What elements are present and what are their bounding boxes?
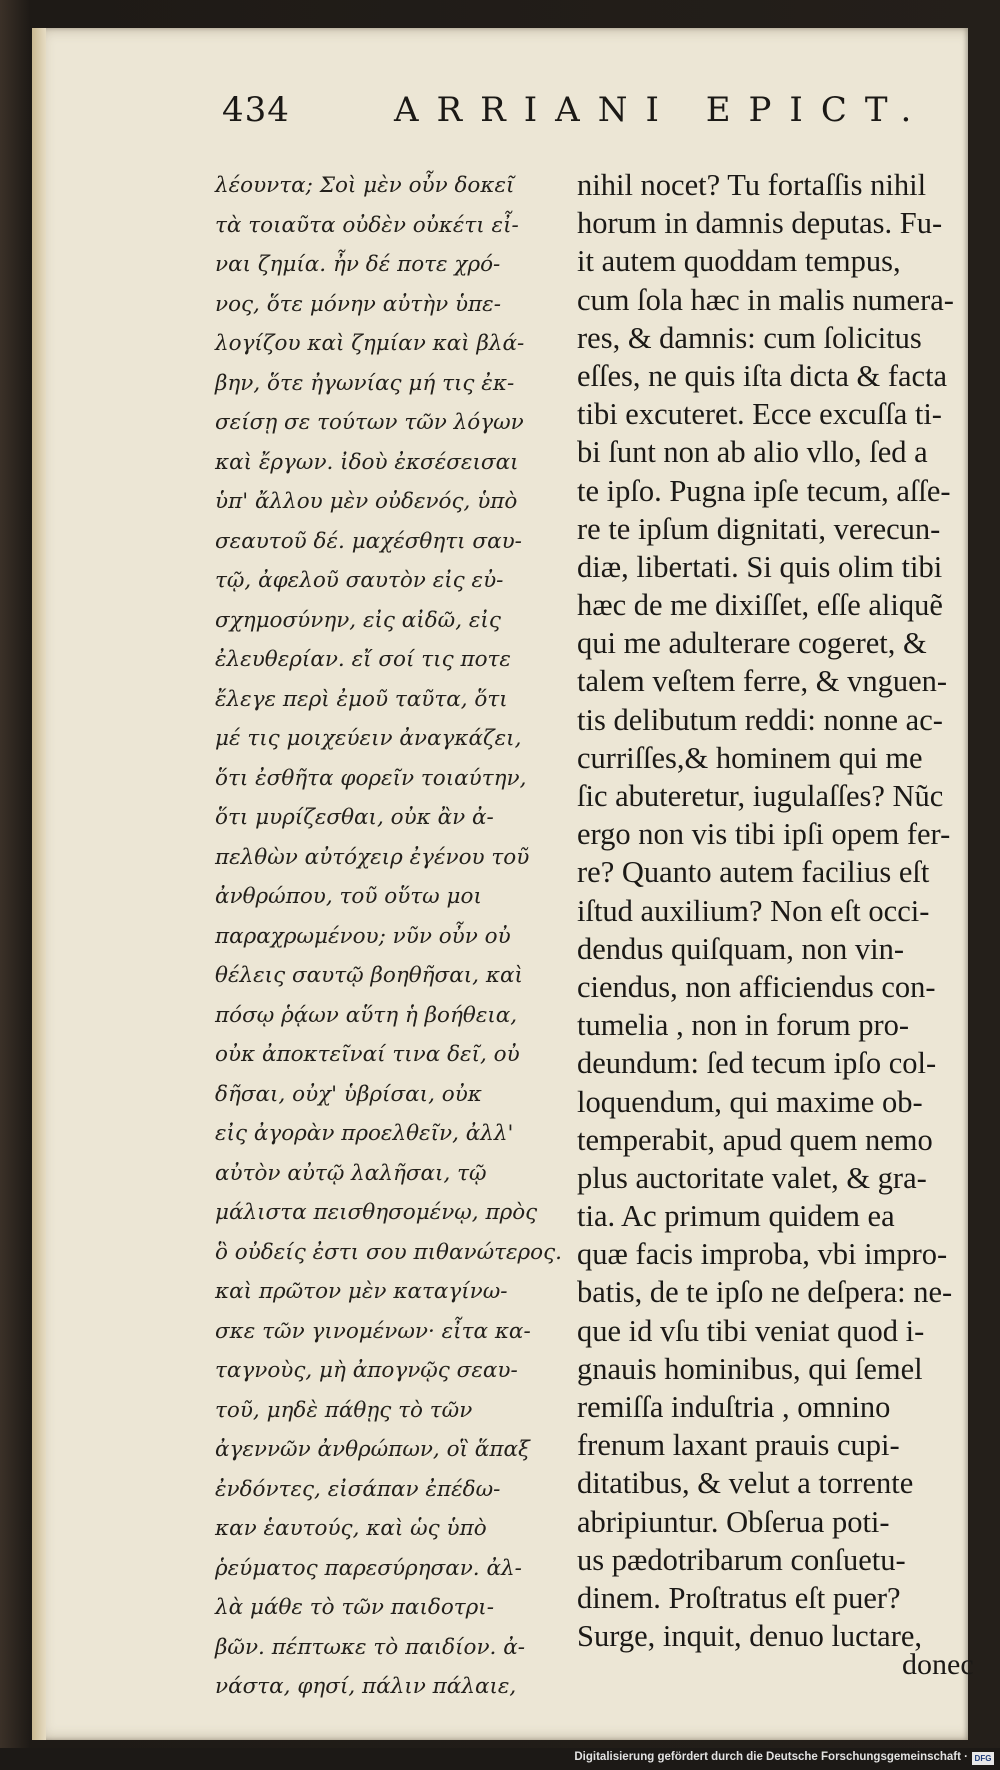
greek-text-line: μάλιστα πεισθησομένῳ, πρὸς bbox=[215, 1200, 538, 1225]
latin-text-line: ditatibus, & velut a torrente bbox=[577, 1466, 914, 1501]
latin-text-line: bi ſunt non ab alio vllo, ſed a bbox=[577, 435, 928, 470]
greek-text-line: καὶ ἔργων. ἰδοὺ ἐκσέσεισαι bbox=[215, 449, 519, 475]
greek-text-line: ὃ οὐδείς ἐστι σου πιθανώτερος. bbox=[215, 1239, 562, 1265]
catchword: donec bbox=[902, 1648, 974, 1681]
digitization-footer bbox=[0, 1748, 1000, 1770]
greek-text-line: σεαυτοῦ δέ. μαχέσθητι σαυ- bbox=[215, 528, 522, 554]
latin-text-line: it autem quoddam tempus, bbox=[577, 244, 901, 279]
greek-text-line: ἀγεννῶν ἀνθρώπων, οἳ ἅπαξ bbox=[215, 1437, 530, 1462]
latin-text-line: tia. Ac primum quidem ea bbox=[577, 1199, 895, 1234]
greek-text-line: ταγνοὺς, μὴ ἀπογνῷς σεαυ- bbox=[215, 1358, 518, 1383]
latin-text-line: talem veſtem ferre, & vnguen- bbox=[577, 664, 948, 699]
latin-text-line: hæc de me dixiſſet, eſſe aliquẽ bbox=[577, 588, 943, 623]
latin-text-line: iſtud auxilium? Non eſt occi- bbox=[577, 893, 930, 928]
latin-text-line: gnauis hominibus, qui ſemel bbox=[577, 1351, 923, 1386]
page-number: 434 bbox=[222, 90, 290, 130]
greek-text-line: καν ἑαυτούς, καὶ ὡς ὑπὸ bbox=[215, 1516, 487, 1541]
greek-text-line: αὐτὸν αὐτῷ λαλῆσαι, τῷ bbox=[215, 1160, 487, 1186]
latin-text-line: dendus quiſquam, non vin- bbox=[577, 931, 904, 966]
latin-text-line: dinem. Proſtratus eſt puer? bbox=[577, 1580, 901, 1615]
greek-text-line: νος, ὅτε μόνην αὐτὴν ὑπε- bbox=[215, 291, 501, 317]
greek-text-line: δῆσαι, οὐχ' ὑβρίσαι, οὐκ bbox=[215, 1081, 482, 1107]
greek-text-line: ναι ζημία. ἦν δέ ποτε χρό- bbox=[215, 252, 501, 277]
latin-text-line: us pædotribarum conſuetu- bbox=[577, 1542, 906, 1577]
book-page bbox=[32, 28, 974, 1740]
latin-text-line: horum in damnis deputas. Fu- bbox=[577, 206, 943, 241]
greek-text-line: λογίζου καὶ ζημίαν καὶ βλά- bbox=[215, 331, 525, 356]
greek-text-line: τῷ, ἀφελοῦ σαυτὸν εἰς εὐ- bbox=[215, 568, 504, 593]
greek-text-line: λὰ μάθε τὸ τῶν παιδοτρι- bbox=[215, 1595, 494, 1620]
greek-text-line: εἰς ἀγορὰν προελθεῖν, ἀλλ' bbox=[215, 1121, 514, 1146]
greek-text-line: καὶ πρῶτον μὲν καταγίνω- bbox=[215, 1279, 508, 1304]
latin-text-line: re te ipſum dignitati, verecun- bbox=[577, 511, 941, 546]
latin-text-line: Surge, inquit, denuo luctare, bbox=[577, 1619, 923, 1654]
latin-text-line: deundum: ſed tecum ipſo col- bbox=[577, 1046, 937, 1081]
latin-text-line: tis delibutum reddi: nonne ac- bbox=[577, 702, 943, 737]
greek-text-line: σχημοσύνην, εἰς αἰδῶ, εἰς bbox=[215, 607, 501, 633]
latin-text-line: tibi excuteret. Ecce excuſſa ti- bbox=[577, 397, 942, 432]
page-gutter-shadow bbox=[32, 28, 46, 1740]
greek-text-line: βῶν. πέπτωκε τὸ παιδίον. ἀ- bbox=[215, 1634, 525, 1660]
latin-text-line: loquendum, qui maxime ob- bbox=[577, 1084, 923, 1119]
running-head: ARRIANI EPICT. bbox=[394, 90, 930, 130]
latin-text-line: ſic abuteretur, iugulaſſes? Nũc bbox=[577, 779, 944, 813]
latin-text-line: frenum laxant prauis cupi- bbox=[577, 1428, 900, 1463]
greek-text-line: ὅτι ἐσθῆτα φορεῖν τοιαύτην, bbox=[215, 765, 527, 791]
latin-text-line: cum ſola hæc in malis numera- bbox=[577, 282, 954, 317]
latin-text-line: nihil nocet? Tu fortaſſis nihil bbox=[577, 168, 927, 202]
greek-text-column bbox=[215, 166, 583, 1707]
greek-text-line: λέουντα; Σοὶ μὲν οὖν δοκεῖ bbox=[215, 173, 515, 198]
greek-text-line: οὐκ ἀποκτεῖναί τινα δεῖ, οὐ bbox=[215, 1042, 520, 1067]
greek-text-line: βην, ὅτε ἠγωνίας μή τις ἐκ- bbox=[215, 370, 515, 396]
latin-text-line: res, & damnis: cum ſolicitus bbox=[577, 320, 922, 355]
greek-text-line: νάστα, φησί, πάλιν πάλαιε, bbox=[215, 1674, 517, 1699]
latin-text-column bbox=[577, 166, 1000, 1655]
greek-text-line: ἐλευθερίαν. εἴ σοί τις ποτε bbox=[215, 647, 511, 672]
latin-text-line: diæ, libertati. Si quis olim tibi bbox=[577, 549, 943, 584]
funding-credit: Digitalisierung gefördert durch die Deutsche Forschungsgemeinschaft · bbox=[574, 1751, 968, 1763]
latin-text-line: quæ facis improba, vbi impro- bbox=[577, 1237, 948, 1272]
latin-text-line: temperabit, apud quem nemo bbox=[577, 1122, 933, 1157]
greek-text-line: πελθὼν αὐτόχειρ ἐγένου τοῦ bbox=[215, 844, 530, 870]
greek-text-line: μέ τις μοιχεύειν ἀναγκάζει, bbox=[215, 726, 522, 751]
latin-text-line: remiſſa induſtria , omnino bbox=[577, 1390, 891, 1424]
greek-text-line: ἀνθρώπου, τοῦ οὕτω μοι bbox=[215, 884, 482, 909]
greek-text-line: τὰ τοιαῦτα οὐδὲν οὐκέτι εἶ- bbox=[215, 212, 519, 238]
greek-text-line: τοῦ, μηδὲ πάθῃς τὸ τῶν bbox=[215, 1397, 473, 1423]
greek-text-line: θέλεις σαυτῷ βοηθῆσαι, καὶ bbox=[215, 963, 523, 988]
latin-text-line: ciendus, non afficiendus con- bbox=[577, 969, 936, 1004]
greek-text-line: ὑπ' ἄλλου μὲν οὐδενός, ὑπὸ bbox=[215, 489, 518, 514]
latin-text-line: que id vſu tibi veniat quod i- bbox=[577, 1313, 925, 1348]
latin-text-line: te ipſo. Pugna ipſe tecum, aſſe- bbox=[577, 473, 951, 508]
greek-text-line: ὅτι μυρίζεσθαι, οὐκ ἂν ἀ- bbox=[215, 805, 494, 830]
greek-text-line: σείσῃ σε τούτων τῶν λόγων bbox=[215, 410, 524, 435]
dfg-logo: DFG bbox=[972, 1752, 994, 1765]
latin-text-line: tumelia , non in forum pro- bbox=[577, 1008, 910, 1043]
latin-text-line: batis, de te ipſo ne deſpera: ne- bbox=[577, 1275, 953, 1310]
greek-text-line: ἔλεγε περὶ ἐμοῦ ταῦτα, ὅτι bbox=[215, 686, 508, 712]
latin-text-line: plus auctoritate valet, & gra- bbox=[577, 1160, 927, 1195]
greek-text-line: ῥεύματος παρεσύρησαν. ἀλ- bbox=[215, 1555, 522, 1581]
latin-text-line: abripiuntur. Obſerua poti- bbox=[577, 1504, 890, 1539]
greek-text-line: σκε τῶν γινομένων· εἶτα κα- bbox=[215, 1318, 531, 1344]
greek-text-line: πόσῳ ῥᾴων αὕτη ἡ βοήθεια, bbox=[215, 1002, 518, 1028]
latin-text-line: qui me adulterare cogeret, & bbox=[577, 626, 927, 661]
greek-text-line: παραχρωμένου; νῦν οὖν οὐ bbox=[215, 923, 511, 949]
page-header bbox=[32, 90, 968, 140]
greek-text-line: ἐνδόντες, εἰσάπαν ἐπέδω- bbox=[215, 1476, 501, 1502]
latin-text-line: ergo non vis tibi ipſi opem fer- bbox=[577, 817, 951, 852]
latin-text-line: eſſes, ne quis iſta dicta & facta bbox=[577, 358, 948, 393]
latin-text-line: re? Quanto autem facilius eſt bbox=[577, 855, 930, 890]
latin-text-line: curriſſes,& hominem qui me bbox=[577, 740, 923, 775]
